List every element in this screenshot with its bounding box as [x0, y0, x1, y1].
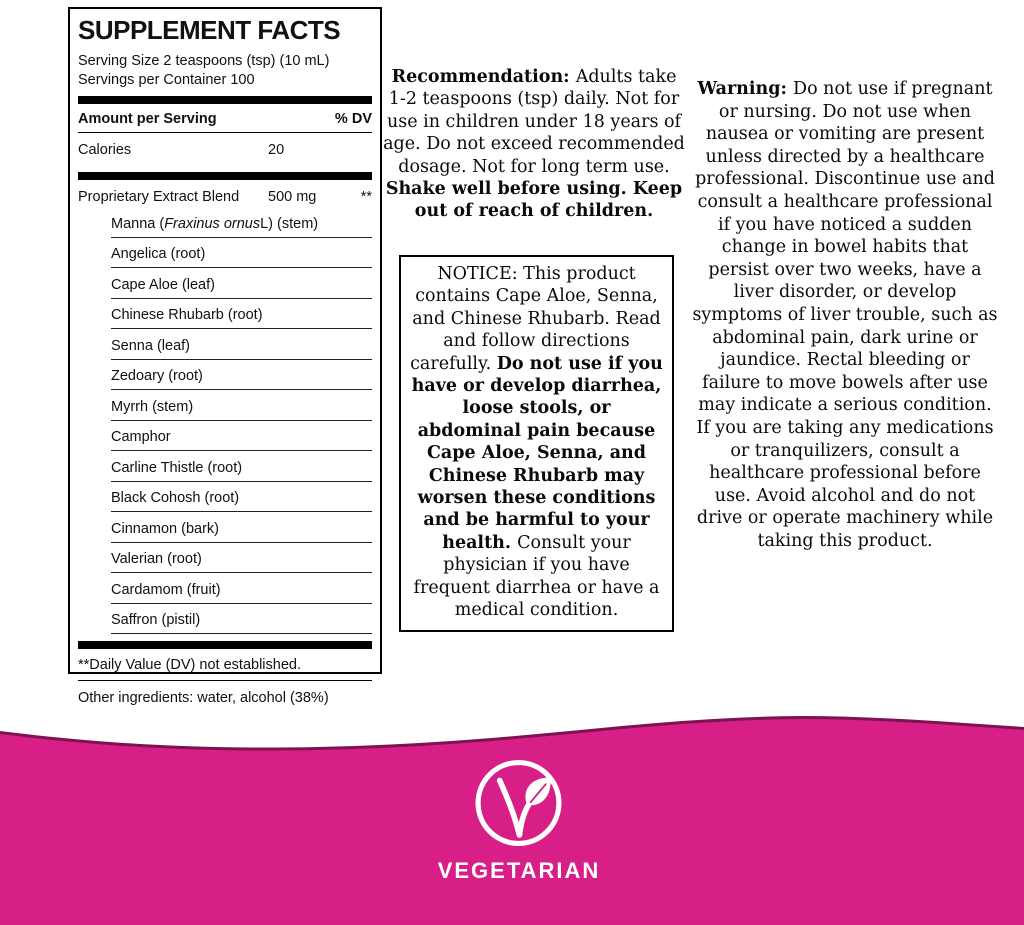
- ingredient-row: [111, 299, 372, 330]
- ingredient-row: [111, 238, 372, 269]
- ingredient-name: Chinese Rhubarb (root): [111, 307, 263, 323]
- servings-per-container: Servings per Container 100: [78, 72, 255, 88]
- ingredient-row: [111, 329, 372, 360]
- ingredient-name: Cape Aloe (leaf): [111, 276, 215, 293]
- divider-bar: [78, 641, 372, 649]
- text-segment: Adults take 1-2 teaspoons (tsp) daily. Not for use in children under 18 years of age. Do not exceed recommended dosage. Not for long term use.: [383, 67, 685, 177]
- ingredient-row: [111, 604, 372, 635]
- supplement-facts-panel: [68, 7, 382, 706]
- recommendation-paragraph: [382, 66, 686, 223]
- ingredient-row: [111, 207, 372, 238]
- ingredient-row: [111, 390, 372, 421]
- proprietary-blend-row: [78, 180, 372, 207]
- blend-label: Proprietary Extract Blend: [78, 189, 240, 205]
- blend-dv: **: [360, 189, 372, 205]
- vegetarian-leaf-icon: [470, 756, 567, 850]
- ingredient-name: Black Cohosh (root): [111, 490, 240, 506]
- dv-footnote: **Daily Value (DV) not established.: [78, 649, 372, 681]
- ingredient-row: [111, 421, 372, 452]
- text-segment: Do not use if pregnant or nursing. Do not use when nausea or vomiting are present unless directed by a healthcare professional. Discontinue use and consult a healthcare professional if you have noticed a sudden change in bowel habits that persist over two weeks, have a liver disorder, or develop symptoms of liver trouble, such as abdominal pain, dark urine or jaundice. Rectal bleeding or failure to move bowels after use may indicate a serious condition. If you are taking any medications or tranquilizers, consult a healthcare professional before use. Avoid alcohol and do not drive or operate machinery while taking this product.: [692, 79, 998, 551]
- ingredient-name: Saffron (pistil): [111, 612, 201, 628]
- ingredient-name: Angelica (root): [111, 246, 206, 262]
- ingredient-row: [111, 268, 372, 299]
- amount-per-serving-row: [78, 104, 372, 133]
- ingredient-name: Manna (: [111, 215, 165, 232]
- percent-dv-header: % DV: [334, 111, 372, 127]
- text-segment: Warning:: [697, 79, 794, 99]
- ingredient-name: L) (stem): [260, 215, 319, 232]
- serving-size: Serving Size 2 teaspoons (tsp) (10 mL): [78, 53, 330, 69]
- calories-value: 20: [268, 142, 285, 158]
- ingredient-name: Zedoary (root): [111, 368, 203, 384]
- text-segment: Recommendation:: [391, 67, 576, 87]
- ingredient-name: Camphor: [111, 429, 171, 445]
- vegetarian-label: VEGETARIAN: [437, 858, 601, 883]
- other-ingredients: Other ingredients: water, alcohol (38%): [78, 690, 329, 706]
- ingredient-name: Senna (leaf): [111, 337, 190, 354]
- ingredient-row: [111, 512, 372, 543]
- ingredient-name: Cinnamon (bark): [111, 520, 219, 537]
- ingredient-name: Fraxinus ornus: [164, 215, 261, 232]
- calories-label: Calories: [78, 142, 132, 158]
- ingredient-row: [111, 543, 372, 574]
- ingredient-row: [111, 482, 372, 513]
- ingredient-name: Cardamom (fruit): [111, 581, 221, 598]
- ingredient-row: [111, 360, 372, 391]
- ingredient-name: Carline Thistle (root): [111, 459, 243, 476]
- ingredient-name: Valerian (root): [111, 551, 202, 567]
- text-segment: Shake well before using. Keep out of reach of children.: [385, 179, 683, 222]
- divider-bar: [78, 96, 372, 104]
- ingredient-name: Myrrh (stem): [111, 398, 194, 415]
- text-segment: Do not use if you have or develop diarrhea, loose stools, or abdominal pain because Cape Aloe, Senna, and Chinese Rhubarb may worsen these conditions and be harmful to your health.: [411, 353, 663, 553]
- blend-amount: 500 mg: [268, 189, 317, 205]
- divider-bar: [78, 172, 372, 180]
- supplement-facts-title: SUPPLEMENT FACTS: [78, 15, 341, 45]
- calories-row: [78, 133, 372, 166]
- amount-per-serving-label: Amount per Serving: [78, 111, 217, 127]
- ingredient-row: [111, 451, 372, 482]
- text-segment: NOTICE: This product contains Cape Aloe, Senna, and Chinese Rhubarb. Read and follow directions carefully.: [410, 264, 661, 374]
- ingredient-list: [78, 207, 372, 634]
- warning-paragraph: [690, 78, 1000, 552]
- notice-box: [399, 255, 674, 632]
- text-segment: Consult your physician if you have frequent diarrhea or have a medical condition.: [413, 532, 660, 621]
- ingredient-row: [111, 573, 372, 604]
